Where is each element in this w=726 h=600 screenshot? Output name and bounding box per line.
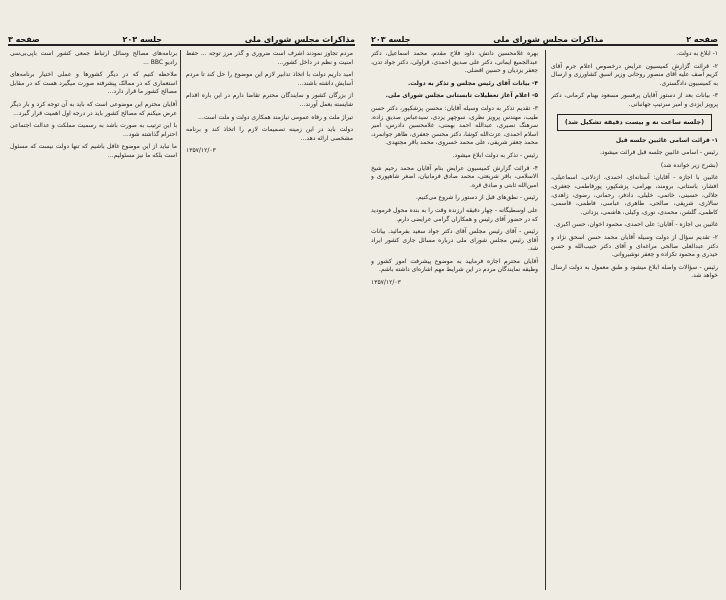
paragraph: بهره غلامحسین دانش، داود فلاح مقدم، محمد اسماعیل، دکتر عبدالجمیع ایمانی، دکتر علی صدیق احمدی، قراولی، دکتر جواد تدن، جعفر یزدیان و حسین افضلی. — [371, 50, 538, 75]
right-page-title: مذاکرات مجلس شورای ملی — [493, 35, 604, 44]
paragraph: ۳- تقدیم تذکر به دولت وسیله آقایان: محسن پزشکپور، دکتر حسن طیب، مهندس پرویز نظری، سوچهر یزدی، سیدعباس صدیق زاده، سرهنگ نصیری، عبدالله احمد بهمنی، غلامحسین دادرس، امیر اسلام احمدی، عزت‌الله کوشا، دکتر محسن جعفری، ظاهر جوانمرد، محمد جعفر شریفی، علی محمد خسروی، محمد باقر مجتهدی. — [371, 104, 538, 147]
left-page-column-right — [186, 50, 353, 592]
paragraph: ۲- قرائت گزارش کمیسیون عرایض درخصوص اعلام جرم آقای کریم آصف علیه آقای منصور روحانی وزیر اسبق کشاورزی و ارسال به کمیسیون دادگستری. — [551, 62, 718, 87]
left-page-number: صفحه ۳ — [8, 35, 40, 44]
right-page-number: صفحه ۲ — [686, 35, 718, 44]
paragraph: ۱- ابلاغ به دولت. — [676, 50, 718, 57]
paragraph: ۳- بیانات بعد از دستور آقایان پرفسور مسعود بهنام کرمانی، دکتر پرویز ایزدی و امیر سرتیپ جهانبانی. — [551, 92, 718, 108]
paragraph: ۲- تقدیم سؤال از دولت وسیله آقایان محمد حسن اسحق نژاد و دکتر عبدالعلی صالحی مراغه‌ای و آقای دکتر حبیب‌الله و حسن حیدری و محمود تکزاده و جعفر نوشیروانی. — [551, 233, 718, 259]
left-page-title: مذاکرات مجلس شورای ملی — [244, 35, 355, 44]
paragraph: علی اوسطیگانه - چهار دقیقه ارزنده وقت را به بنده محول فرمودید که در حضور آقای رئیس و همکاران گرامی عرایضی دارم. — [371, 206, 538, 223]
paragraph: از بزرگان کشور و نمایندگان محترم تقاضا دارم در این باره اقدام شایسته بعمل آورند... — [186, 92, 353, 108]
left-page-session: جلسه ۲۰۳ — [122, 35, 162, 44]
paragraph: رئیس - اسامی غائبین جلسه قبل قرائت میشود. — [599, 149, 718, 157]
paragraph: با این ترتیب به صورت باشد به رسمیت مملکت و عدالت اجتماعی احترام گذاشته شود... — [10, 122, 177, 138]
paragraph: (بشرح زیر خوانده شد) — [660, 161, 718, 169]
paragraph: دولت باید در این زمینه تصمیمات لازم را اتخاذ کند و برنامه مشخصی ارائه دهد... — [186, 126, 353, 142]
left-page-header — [8, 30, 355, 46]
paragraph: آقایان محترم اجازه فرمایید به موضوع پیشرفت امور کشور و وظیفه نمایندگان مردم در این شرایط مهم اشاره‌ای داشته باشم. — [371, 257, 538, 274]
column-divider — [545, 50, 546, 590]
section-heading: ۱- قرائت اسامی غائبین جلسه قبل — [615, 136, 718, 144]
paragraph: ۴- قرائت گزارش کمیسیون عرایض بنام آقایان محمد رحیم شیخ الاسلامی، باقر شریعتی، محمد صادق فرمانیان، اصغر شاهپوری و امین‌الله ثابتی و صادق قره. — [371, 164, 538, 189]
paragraph: ۴- بیانات آقای رئیس مجلس و تذکر به دولت. — [408, 79, 538, 87]
paragraph: غائبین بی اجازه - آقایان: علی احمدی، محمود اخوان، حسن اکبری. — [553, 221, 718, 229]
paragraph: ما نباید از این موضوع غافل باشیم که تنها دولت نیست که مسئول است بلکه ما نیز مسئولیم... — [10, 143, 177, 159]
paragraph: آقایان محترم این موضوعی است که باید به آن توجه کرد و بار دیگر عرض میکنم که مصالح کشور باید در درجه اول اهمیت قرار گیرد... — [10, 100, 177, 117]
column-divider — [180, 50, 181, 590]
left-page-footer: ۱۳۵۷/۱۲/۰۳ — [186, 147, 216, 155]
paragraph: رئیس - سؤالات واصله ابلاغ میشود و طبق معمول به دولت ارسال خواهد شد. — [551, 263, 718, 280]
right-page-column-left — [371, 50, 538, 592]
left-page-column-left — [10, 50, 177, 592]
paragraph: رئیس - آقای رئیس مجلس آقای دکتر جواد سعید بفرمائید. بیانات آقای رئیس مجلس شورای ملی درباره مسائل جاری کشور ایراد شد. — [371, 228, 538, 253]
right-page-header — [371, 30, 718, 46]
paragraph: برنامه‌های مصالح وسائل ارتباط جمعی کشور است باپی‌بی‌سی رادیو BBC ... — [10, 50, 177, 66]
paragraph: رئیس - نطق‌های قبل از دستور را شروع می‌کنیم. — [415, 194, 538, 202]
paragraph: غائبین با اجازه - آقایان: آستانه‌ای، احمدی، ازدلانی، اسماعیلی، افشار، باستانی، برومند، بهرامی، پزشکپور، پورفاطمی، جعفری، جلالی، حسینی، خاتمی، خلیلی، دادفر، رحمانی، رضوی، زاهدی، سالاری، شریفی، صالحی، طاهری، عباسی، فاطمی، قاسمی، کاظمی، گلشن، محمدی، نوری، وکیلی، هاشمی، یزدانی. — [551, 174, 718, 216]
paragraph: رئیس - تذکر به دولت ابلاغ میشود. — [452, 151, 538, 159]
session-start-box: (جلسه ساعت نه و بیست دقیقه تشکیل شد) — [557, 114, 712, 131]
paragraph: ملاحظه کنیم که در دیگر کشورها و عملی اختیار برنامه‌های استعماری که در ممالک پیشرفته صورت میگیرد هست که در مقابل مصالح کشور ما قرار دارد... — [10, 71, 177, 96]
paragraph: امید داریم دولت با اتخاذ تدابیر لازم این موضوع را حل کند تا مردم آسایش داشته باشند... — [186, 71, 353, 87]
paragraph: ۵- اعلام آغاز تعطیلات تابستانی مجلس شورای ملی. — [385, 92, 538, 100]
right-page-column-right — [551, 50, 718, 592]
right-page-session: جلسه ۲۰۳ — [371, 35, 411, 44]
paragraph: مردم تجاوز نمودند اشرف است ضروری و گذر مرز توجه ... حفظ امنیت و نظم در داخل کشور... — [186, 50, 353, 66]
right-page-footer: ۱۳۵۷/۱۲/۰۳ — [371, 279, 401, 287]
paragraph: تیراژ ملت و رفاه عمومی نیازمند همکاری دولت و ملت است... — [198, 113, 353, 121]
right-page — [363, 0, 726, 600]
